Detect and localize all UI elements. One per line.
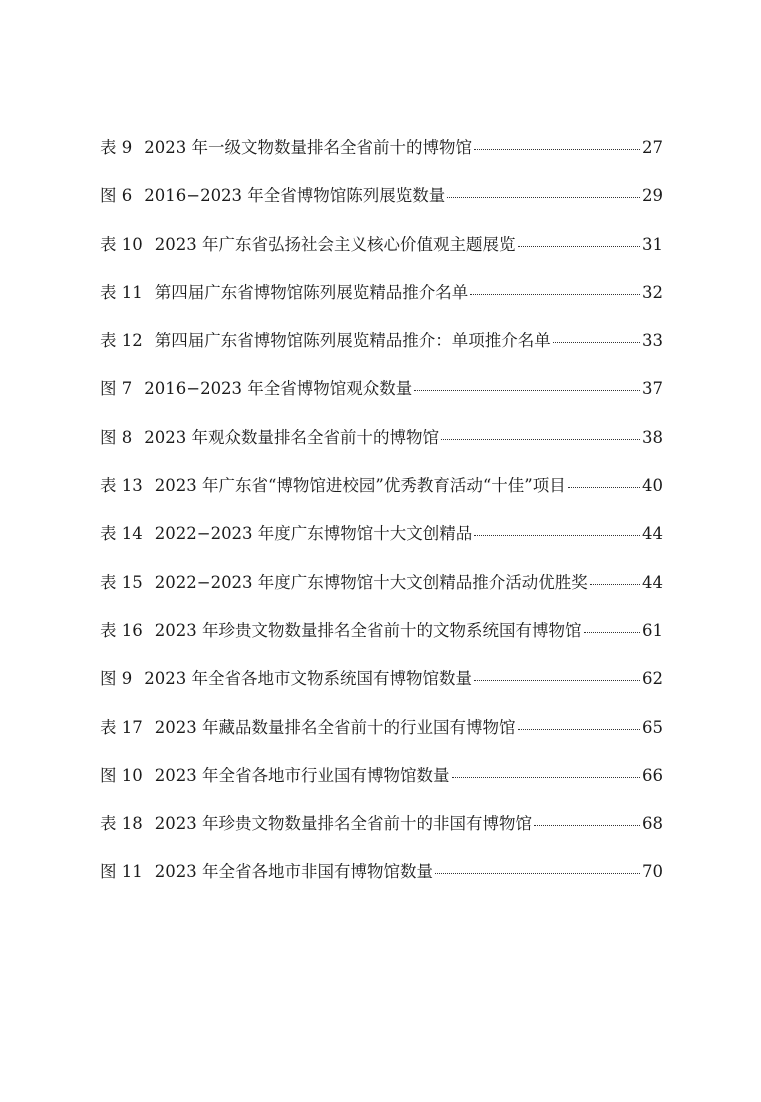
toc-entry-title: 2022−2023 年度广东博物馆十大文创精品推介活动优胜奖 [154, 572, 588, 592]
toc-entry-label: 图 10 [100, 765, 143, 785]
toc-entry-label: 表 18 [100, 814, 143, 834]
toc-entry-title: 2016−2023 年全省博物馆陈列展览数量 [144, 186, 446, 206]
toc-entry-page: 33 [642, 331, 663, 351]
toc-entry[interactable] [100, 665, 663, 713]
toc-entry[interactable] [100, 231, 663, 279]
dot-leader [590, 584, 640, 585]
dot-leader [584, 632, 641, 633]
toc-entry-page: 44 [642, 524, 663, 544]
dot-leader [470, 294, 640, 295]
toc-entry-label: 图 9 [100, 669, 133, 689]
dot-leader [474, 680, 640, 681]
toc-entry-label: 图 8 [100, 427, 133, 447]
toc-entry[interactable] [100, 134, 663, 182]
toc-entry[interactable] [100, 714, 663, 762]
toc-entry[interactable] [100, 279, 663, 327]
toc-entry-title: 2023 年珍贵文物数量排名全省前十的文物系统国有博物馆 [154, 620, 582, 640]
toc-entry-page: 61 [642, 620, 663, 640]
toc-entry-title: 2022−2023 年度广东博物馆十大文创精品 [154, 524, 473, 544]
toc-entry-label: 表 14 [100, 524, 143, 544]
toc-entry[interactable] [100, 810, 663, 858]
toc-entry-label: 表 10 [100, 234, 143, 254]
toc-entry-title: 2023 年广东省弘扬社会主义核心价值观主题展览 [154, 234, 516, 254]
toc-entry-page: 40 [642, 476, 663, 496]
toc-entry-title: 2023 年观众数量排名全省前十的博物馆 [144, 427, 439, 447]
dot-leader [441, 439, 640, 440]
toc-entry[interactable] [100, 617, 663, 665]
toc-entry[interactable] [100, 424, 663, 472]
toc-entry-label: 图 11 [100, 862, 143, 882]
toc-entry-page: 37 [642, 379, 663, 399]
dot-leader [474, 535, 640, 536]
toc-entry[interactable] [100, 858, 663, 906]
toc-entry[interactable] [100, 762, 663, 810]
toc-entry[interactable] [100, 569, 663, 617]
dot-leader [518, 729, 641, 730]
toc-entry-page: 38 [642, 427, 663, 447]
toc-entry-label: 表 9 [100, 138, 133, 157]
dot-leader [435, 873, 640, 874]
toc-entry[interactable] [100, 327, 663, 375]
toc-entry-label: 图 7 [100, 379, 133, 399]
toc-entry-title: 2023 年全省各地市文物系统国有博物馆数量 [144, 669, 472, 689]
toc-entry[interactable] [100, 375, 663, 423]
dot-leader [553, 342, 640, 343]
toc-entry-title: 第四届广东省博物馆陈列展览精品推介：单项推介名单 [154, 331, 551, 351]
toc-entry-title: 2016−2023 年全省博物馆观众数量 [144, 379, 413, 399]
toc-entry-page: 70 [642, 862, 663, 882]
toc-entry-label: 表 11 [100, 282, 143, 302]
toc-entry-label: 表 13 [100, 476, 143, 496]
dot-leader [534, 825, 640, 826]
dot-leader [414, 390, 640, 391]
toc-entry-label: 表 12 [100, 331, 143, 351]
toc-entry[interactable] [100, 472, 663, 520]
toc-entry[interactable] [100, 520, 663, 568]
toc-entry-page: 32 [642, 282, 663, 302]
toc-entry-page: 66 [642, 765, 663, 785]
toc-entry-title: 第四届广东省博物馆陈列展览精品推介名单 [154, 282, 469, 302]
toc-entry-label: 图 6 [100, 186, 133, 206]
dot-leader [518, 246, 641, 247]
toc-entry-page: 68 [642, 814, 663, 834]
dot-leader [568, 487, 640, 488]
toc-entry-title: 2023 年广东省“博物馆进校园”优秀教育活动“十佳”项目 [154, 476, 566, 496]
toc-entry-page: 65 [642, 717, 663, 737]
table-of-contents [100, 134, 663, 907]
toc-entry-title: 2023 年全省各地市非国有博物馆数量 [154, 862, 433, 882]
dot-leader [447, 197, 640, 198]
toc-entry-title: 2023 年珍贵文物数量排名全省前十的非国有博物馆 [154, 814, 532, 834]
toc-entry-label: 表 15 [100, 572, 143, 592]
toc-entry-label: 表 16 [100, 620, 143, 640]
toc-entry-title: 2023 年一级文物数量排名全省前十的博物馆 [144, 138, 472, 157]
toc-entry-page: 44 [642, 572, 663, 592]
toc-entry-title: 2023 年全省各地市行业国有博物馆数量 [154, 765, 450, 785]
toc-entry-title: 2023 年藏品数量排名全省前十的行业国有博物馆 [154, 717, 516, 737]
toc-entry-page: 31 [642, 234, 663, 254]
toc-entry-page: 62 [642, 669, 663, 689]
toc-entry-page: 27 [642, 138, 663, 157]
dot-leader [474, 149, 640, 150]
toc-entry[interactable] [100, 182, 663, 230]
toc-entry-page: 29 [642, 186, 663, 206]
dot-leader [452, 777, 641, 778]
toc-entry-label: 表 17 [100, 717, 143, 737]
